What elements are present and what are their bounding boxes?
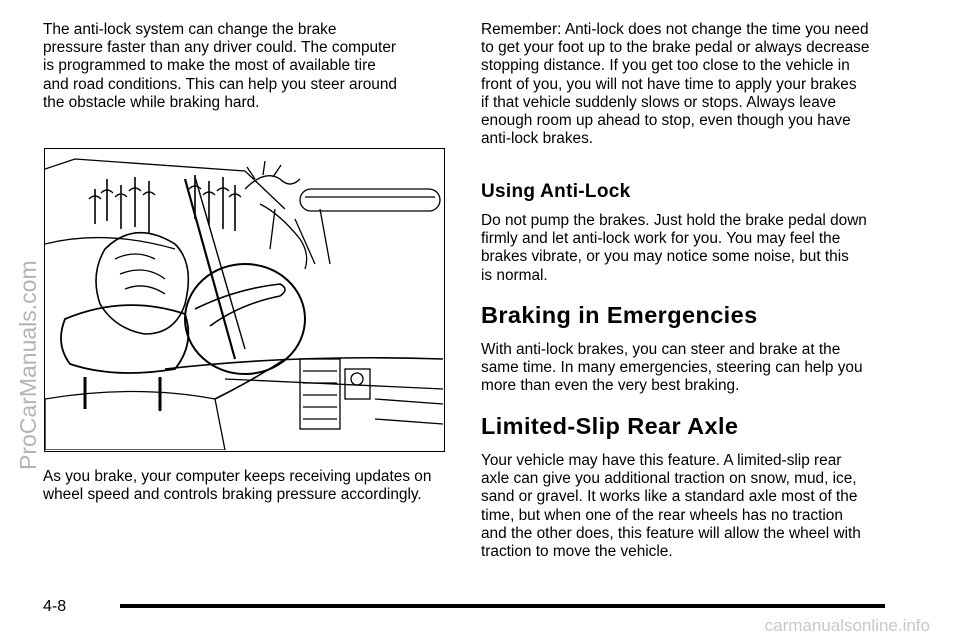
left-bottom-text	[43, 468, 463, 504]
driver-deer-illustration	[44, 148, 445, 452]
limited-slip-paragraph: Your vehicle may have this feature. A limited-slip rear axle can give you additional traction on snow, mud, ice, sand or gravel. It works like a standard axle most of the time, but when one of the rear wheels has no traction and the other does, this feature will allow the wheel with traction to move the vehicle.	[481, 452, 861, 561]
footer-rule	[120, 604, 885, 608]
braking-emergencies-paragraph: With anti-lock brakes, you can steer and brake at the same time. In many emergencies, steering can help you more than even the very best braking.	[481, 341, 863, 395]
braking-emergencies-section	[481, 341, 901, 396]
using-anti-lock-paragraph: Do not pump the brakes. Just hold the brake pedal down firmly and let anti-lock work for you. You may feel the brakes vibrate, or you may notice some noise, but this is normal.	[481, 212, 867, 284]
braking-emergencies-heading: Braking in Emergencies	[481, 302, 758, 328]
left-column	[43, 21, 453, 112]
after-figure-paragraph: As you brake, your computer keeps receiving updates on wheel speed and controls braking pressure accordingly.	[43, 468, 432, 504]
limited-slip-section	[481, 452, 901, 561]
remember-paragraph: Remember: Anti-lock does not change the time you need to get your foot up to the brake pedal or always decrease stopping distance. If you get too close to the vehicle in front of you, you will not have time to apply your brakes if that vehicle suddenly slows or stops. Always leave enough room up ahead to stop, even though you have anti-lock brakes.	[481, 21, 870, 148]
limited-slip-heading: Limited-Slip Rear Axle	[481, 413, 739, 439]
right-column	[481, 21, 901, 148]
site-url-watermark: carmanualsonline.info	[764, 616, 930, 635]
illustration-svg	[45, 149, 443, 450]
watermark-text: ProCarManuals.com	[15, 260, 41, 470]
using-anti-lock-section	[481, 212, 901, 285]
intro-paragraph: The anti-lock system can change the brake pressure faster than any driver could. The computer is programmed to make the most of available tire and road conditions. This can help you steer around the obstacle while braking hard.	[43, 21, 397, 111]
using-anti-lock-heading: Using Anti-Lock	[481, 181, 631, 202]
page-number: 4-8	[43, 598, 67, 615]
